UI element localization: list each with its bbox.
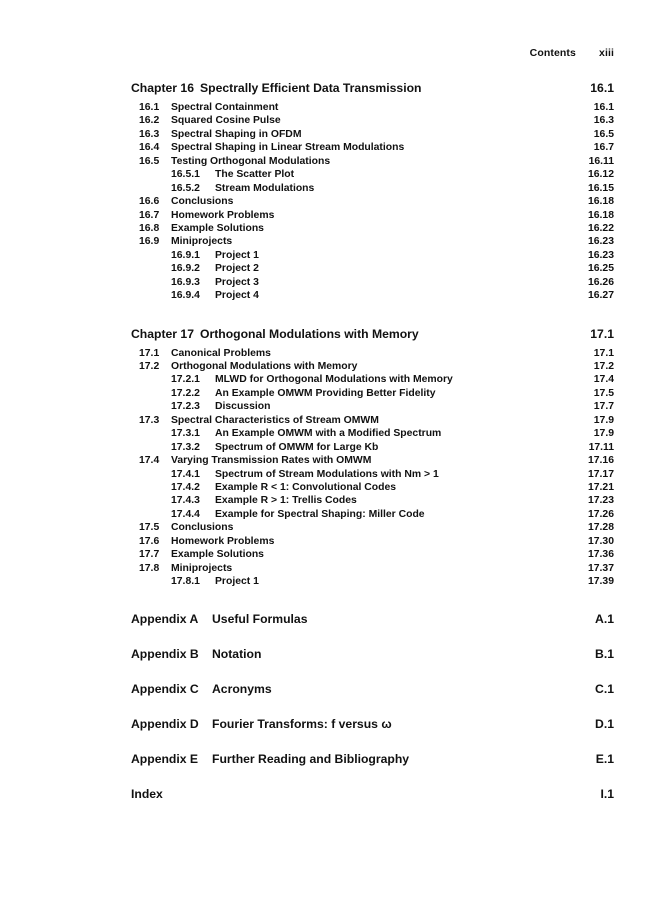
section-title: Project 1 bbox=[215, 576, 259, 587]
section-title: Project 4 bbox=[215, 290, 259, 302]
section-number: 17.4.4 bbox=[171, 508, 200, 520]
toc-subsection[interactable] bbox=[131, 494, 614, 507]
toc-section[interactable] bbox=[131, 141, 614, 154]
toc-entry-left bbox=[131, 535, 274, 548]
appendix-page: D.1 bbox=[595, 717, 614, 732]
running-head-label: Contents bbox=[529, 47, 576, 59]
toc-entry-left bbox=[131, 414, 379, 427]
toc-section[interactable] bbox=[131, 209, 614, 222]
toc-entry-left bbox=[131, 276, 259, 289]
section-page: 17.9 bbox=[593, 428, 614, 440]
toc-entry-left bbox=[131, 114, 281, 127]
section-title: Homework Problems bbox=[171, 209, 275, 221]
section-title: Spectral Characteristics of Stream OMWM bbox=[171, 414, 379, 426]
toc-entry-left bbox=[131, 441, 378, 454]
toc-entry-left bbox=[131, 155, 330, 168]
section-page: 17.1 bbox=[593, 347, 614, 359]
appendix-title-group bbox=[131, 715, 392, 733]
spacer bbox=[131, 768, 614, 785]
section-page: 17.7 bbox=[593, 401, 614, 413]
toc-entry-left bbox=[131, 427, 441, 440]
section-title: Varying Transmission Rates with OMWM bbox=[171, 455, 372, 467]
chapter-title-group bbox=[131, 79, 421, 97]
spacer bbox=[131, 733, 614, 750]
appendix-title: Notation bbox=[212, 647, 262, 662]
toc-entry-left bbox=[131, 182, 314, 195]
section-page: 17.23 bbox=[587, 495, 614, 507]
toc-entry-left bbox=[131, 494, 357, 507]
toc-section[interactable] bbox=[131, 114, 614, 127]
section-number: 16.9 bbox=[139, 236, 160, 248]
section-title: Example Solutions bbox=[171, 549, 264, 561]
section-title: Example R < 1: Convolutional Codes bbox=[215, 481, 397, 493]
section-page: 16.7 bbox=[593, 142, 614, 154]
appendix-page: C.1 bbox=[595, 682, 614, 697]
section-number: 16.5 bbox=[139, 155, 160, 167]
section-title: Conclusions bbox=[171, 522, 234, 534]
section-page: 17.4 bbox=[593, 374, 614, 386]
toc-entry-left bbox=[131, 347, 271, 360]
section-number: 17.4.2 bbox=[171, 481, 200, 493]
section-page: 16.26 bbox=[587, 276, 614, 288]
toc-entry-left bbox=[131, 235, 232, 248]
appendix-page: B.1 bbox=[595, 647, 614, 662]
toc-section[interactable] bbox=[131, 535, 614, 548]
toc-subsection[interactable] bbox=[131, 387, 614, 400]
section-page: 17.9 bbox=[593, 414, 614, 426]
section-page: 17.5 bbox=[593, 387, 614, 399]
section-title: Spectral Containment bbox=[171, 102, 279, 113]
section-title: Canonical Problems bbox=[171, 347, 271, 359]
section-number: 16.4 bbox=[139, 142, 160, 154]
toc-subsection[interactable] bbox=[131, 441, 614, 454]
toc-section[interactable] bbox=[131, 414, 614, 427]
appendix-label: Appendix B bbox=[131, 647, 199, 662]
chapter-label: Chapter 16 bbox=[131, 81, 194, 95]
section-page: 17.26 bbox=[587, 508, 614, 520]
toc-entry-left bbox=[131, 128, 301, 141]
toc-subsection[interactable] bbox=[131, 468, 614, 481]
toc-entry-left bbox=[131, 101, 278, 114]
index-heading[interactable] bbox=[131, 785, 614, 803]
toc-section[interactable] bbox=[131, 548, 614, 561]
section-page: 16.3 bbox=[593, 115, 614, 127]
section-number: 17.1 bbox=[139, 347, 160, 359]
section-page: 17.21 bbox=[587, 481, 614, 493]
toc-section[interactable] bbox=[131, 128, 614, 141]
section-page: 17.30 bbox=[587, 535, 614, 547]
toc-section[interactable] bbox=[131, 222, 614, 235]
section-number: 16.3 bbox=[139, 128, 160, 140]
section-number: 16.5.1 bbox=[171, 169, 200, 181]
section-title: Example R > 1: Trellis Codes bbox=[215, 495, 357, 507]
toc-subsection[interactable] bbox=[131, 289, 614, 302]
chapter-heading[interactable] bbox=[131, 79, 614, 97]
spacer bbox=[131, 628, 614, 645]
section-title: Project 1 bbox=[215, 249, 259, 261]
toc-section[interactable] bbox=[131, 360, 614, 373]
section-title: Testing Orthogonal Modulations bbox=[171, 155, 331, 167]
appendix-label: Appendix E bbox=[131, 752, 199, 767]
spacer bbox=[131, 303, 614, 325]
section-page: 16.5 bbox=[593, 128, 614, 140]
toc-entry-left bbox=[131, 289, 259, 302]
toc-entry-left bbox=[131, 468, 439, 481]
toc-entry-left bbox=[131, 209, 274, 222]
chapter-label: Chapter 17 bbox=[131, 326, 194, 341]
toc-section[interactable] bbox=[131, 562, 614, 575]
toc-section[interactable] bbox=[131, 454, 614, 467]
toc-entry-left bbox=[131, 141, 404, 154]
section-title: Project 3 bbox=[215, 276, 259, 288]
section-number: 17.7 bbox=[139, 549, 160, 561]
toc-section[interactable] bbox=[131, 195, 614, 208]
section-number: 17.2.3 bbox=[171, 401, 200, 413]
appendix-page: E.1 bbox=[595, 752, 614, 767]
toc-subsection[interactable] bbox=[131, 400, 614, 413]
section-page: 16.12 bbox=[587, 169, 614, 181]
toc-subsection[interactable] bbox=[131, 249, 614, 262]
toc-entry-left bbox=[131, 400, 270, 413]
section-number: 17.2.2 bbox=[171, 387, 200, 399]
appendix-label: Appendix C bbox=[131, 682, 199, 697]
section-title: Spectrum of Stream Modulations with Nm > 1 bbox=[215, 468, 439, 480]
section-number: 17.2 bbox=[139, 361, 160, 372]
section-page: 17.28 bbox=[587, 522, 614, 534]
section-title: Homework Problems bbox=[171, 535, 275, 547]
chapter-title: Orthogonal Modulations with Memory bbox=[200, 326, 419, 341]
running-head bbox=[530, 47, 614, 59]
section-number: 17.3.2 bbox=[171, 441, 200, 453]
section-title: Squared Cosine Pulse bbox=[171, 115, 281, 127]
section-number: 16.7 bbox=[139, 209, 160, 221]
toc-subsection[interactable] bbox=[131, 276, 614, 289]
toc-subsection[interactable] bbox=[131, 168, 614, 181]
section-number: 17.8.1 bbox=[171, 576, 200, 587]
toc-section[interactable] bbox=[131, 101, 614, 114]
section-page: 17.17 bbox=[587, 468, 614, 480]
section-number: 16.2 bbox=[139, 115, 160, 127]
toc-entry-left bbox=[131, 454, 371, 467]
chapter-page: 17.1 bbox=[590, 326, 614, 341]
section-number: 17.6 bbox=[139, 535, 160, 547]
section-number: 16.5.2 bbox=[171, 182, 200, 194]
toc-entry-left bbox=[131, 168, 294, 181]
appendix-heading[interactable] bbox=[131, 715, 614, 733]
section-number: 17.4.1 bbox=[171, 468, 200, 480]
appendix-title: Useful Formulas bbox=[212, 612, 308, 627]
section-page: 16.23 bbox=[587, 236, 614, 248]
toc-entry-left bbox=[131, 562, 232, 575]
toc-entry-left bbox=[131, 195, 233, 208]
section-page: 16.18 bbox=[587, 196, 614, 208]
toc-section[interactable] bbox=[131, 521, 614, 534]
appendix-title: Fourier Transforms: f versus ω bbox=[212, 717, 392, 732]
toc-section[interactable] bbox=[131, 347, 614, 360]
toc-subsection[interactable] bbox=[131, 182, 614, 195]
section-number: 17.4.3 bbox=[171, 495, 200, 507]
section-number: 16.9.4 bbox=[171, 290, 200, 302]
section-page: 16.23 bbox=[587, 249, 614, 261]
index-label: Index bbox=[131, 787, 163, 802]
toc-entry-left bbox=[131, 508, 425, 521]
section-title: Project 2 bbox=[215, 263, 259, 275]
appendix-heading[interactable] bbox=[131, 610, 614, 628]
toc-entry-left bbox=[131, 373, 453, 386]
toc-entry-left bbox=[131, 222, 264, 235]
section-title: Discussion bbox=[215, 401, 271, 413]
section-number: 17.3 bbox=[139, 414, 160, 426]
section-page: 17.16 bbox=[587, 455, 614, 467]
appendix-title-group bbox=[131, 610, 308, 628]
toc-section[interactable] bbox=[131, 235, 614, 248]
page-number: xiii bbox=[599, 47, 614, 59]
toc-entry-left bbox=[131, 387, 436, 400]
section-number: 17.3.1 bbox=[171, 428, 200, 440]
section-page: 16.18 bbox=[587, 209, 614, 221]
section-title: Example Solutions bbox=[171, 222, 264, 234]
section-title: Spectral Shaping in Linear Stream Modulations bbox=[171, 142, 405, 154]
section-title: Spectral Shaping in OFDM bbox=[171, 128, 302, 140]
toc-entry-left bbox=[131, 575, 259, 588]
table-of-contents bbox=[131, 79, 614, 803]
toc-subsection[interactable] bbox=[131, 575, 614, 588]
toc-subsection[interactable] bbox=[131, 373, 614, 386]
section-page: 16.27 bbox=[587, 290, 614, 302]
appendix-label: Appendix D bbox=[131, 717, 199, 732]
appendix-heading[interactable] bbox=[131, 680, 614, 698]
chapter-page: 16.1 bbox=[590, 81, 614, 95]
section-number: 16.1 bbox=[139, 102, 160, 113]
appendix-label: Appendix A bbox=[131, 612, 199, 627]
spacer bbox=[131, 698, 614, 715]
section-page: 17.36 bbox=[587, 549, 614, 561]
section-number: 17.8 bbox=[139, 562, 160, 574]
toc-entry-left bbox=[131, 548, 264, 561]
section-title: Stream Modulations bbox=[215, 182, 315, 194]
section-page: 16.15 bbox=[587, 182, 614, 194]
section-page: 16.1 bbox=[593, 102, 614, 113]
appendix-heading[interactable] bbox=[131, 645, 614, 663]
toc-subsection[interactable] bbox=[131, 262, 614, 275]
section-number: 16.9.3 bbox=[171, 276, 200, 288]
section-title: Miniprojects bbox=[171, 562, 233, 574]
section-title: MLWD for Orthogonal Modulations with Memory bbox=[215, 374, 453, 386]
section-number: 17.2.1 bbox=[171, 374, 200, 386]
spacer bbox=[131, 588, 614, 610]
toc-entry-left bbox=[131, 262, 259, 275]
appendix-title-group bbox=[131, 750, 409, 768]
appendix-title-group bbox=[131, 645, 261, 663]
section-number: 16.9.1 bbox=[171, 249, 200, 261]
appendix-heading[interactable] bbox=[131, 750, 614, 768]
section-title: Miniprojects bbox=[171, 236, 233, 248]
section-title: The Scatter Plot bbox=[215, 169, 295, 181]
toc-subsection[interactable] bbox=[131, 427, 614, 440]
index-page: I.1 bbox=[600, 787, 614, 802]
appendix-title-group bbox=[131, 680, 272, 698]
spacer bbox=[131, 663, 614, 680]
section-title: Conclusions bbox=[171, 196, 234, 208]
toc-entry-left bbox=[131, 249, 259, 262]
section-number: 16.6 bbox=[139, 196, 160, 208]
appendix-title: Acronyms bbox=[212, 682, 272, 697]
section-title: An Example OMWM Providing Better Fidelity bbox=[215, 387, 436, 399]
section-number: 17.4 bbox=[139, 455, 160, 467]
section-page: 17.11 bbox=[588, 441, 614, 453]
section-page: 17.2 bbox=[593, 361, 614, 372]
toc-entry-left bbox=[131, 521, 233, 534]
appendix-title: Further Reading and Bibliography bbox=[212, 752, 410, 767]
toc-entry-left bbox=[131, 360, 357, 373]
toc-subsection[interactable] bbox=[131, 508, 614, 521]
section-title: Orthogonal Modulations with Memory bbox=[171, 361, 358, 372]
section-number: 16.8 bbox=[139, 222, 160, 234]
chapter-title: Spectrally Efficient Data Transmission bbox=[200, 81, 422, 95]
toc-entry-left bbox=[131, 481, 396, 494]
section-page: 16.22 bbox=[587, 222, 614, 234]
toc-section[interactable] bbox=[131, 155, 614, 168]
section-page: 16.25 bbox=[587, 263, 614, 275]
chapter-title-group bbox=[131, 325, 419, 343]
section-number: 16.9.2 bbox=[171, 263, 200, 275]
section-title: An Example OMWM with a Modified Spectrum bbox=[215, 428, 442, 440]
section-title: Spectrum of OMWM for Large Kb bbox=[215, 441, 379, 453]
section-page: 17.39 bbox=[587, 576, 614, 587]
chapter-heading[interactable] bbox=[131, 325, 614, 343]
section-page: 17.37 bbox=[587, 562, 614, 574]
toc-subsection[interactable] bbox=[131, 481, 614, 494]
section-page: 16.11 bbox=[588, 155, 614, 167]
section-number: 17.5 bbox=[139, 522, 160, 534]
appendix-page: A.1 bbox=[595, 612, 614, 627]
section-title: Example for Spectral Shaping: Miller Code bbox=[215, 508, 425, 520]
